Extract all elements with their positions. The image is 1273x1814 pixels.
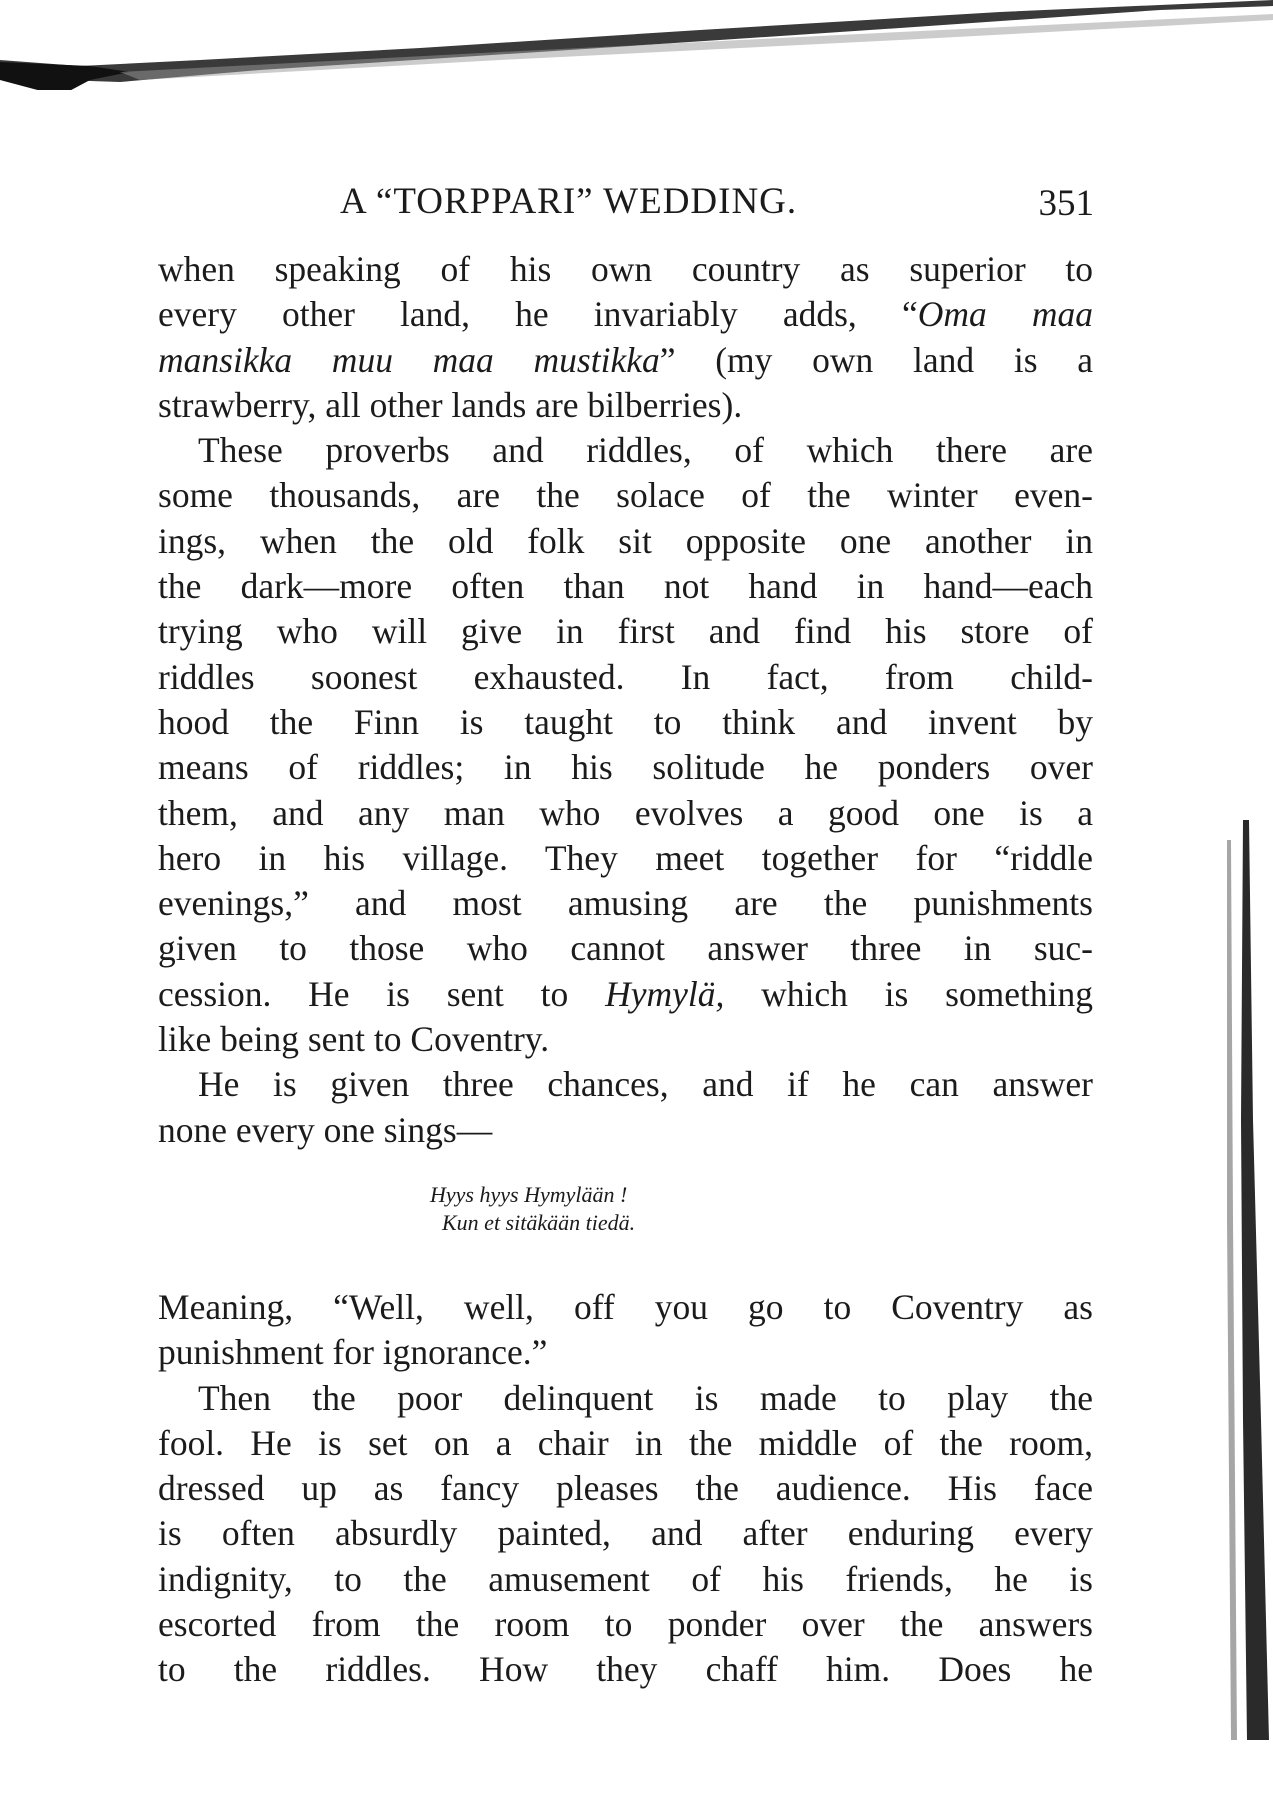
running-title: A “TORPPARI” WEDDING. bbox=[340, 181, 798, 222]
text-line: dressed up as fancy pleases the audience. His face bbox=[158, 1468, 1093, 1509]
text-line: to the riddles. How they chaff him. Does he bbox=[158, 1649, 1093, 1690]
text-line: some thousands, are the solace of the winter even- bbox=[158, 475, 1093, 516]
text-line: riddles soonest exhausted. In fact, from child- bbox=[158, 656, 1093, 697]
text-line: strawberry, all other lands are bilberries). bbox=[158, 384, 743, 425]
text-span: which is something bbox=[724, 973, 1093, 1014]
finnish-proverb-italic: Oma maa bbox=[917, 294, 1093, 335]
text-line: them, and any man who evolves a good one is a bbox=[158, 792, 1093, 833]
paragraph-start-line: These proverbs and riddles, of which there are bbox=[198, 430, 1093, 471]
text-span: every other land, he invariably adds, “ bbox=[158, 294, 918, 335]
text-span: ” (my own land is a bbox=[659, 339, 1093, 380]
text-line: the dark—more often than not hand in hand—each bbox=[158, 566, 1093, 607]
text-line: hero in his village. They meet together for “riddle bbox=[158, 837, 1093, 878]
verse-line: Kun et sitäkään tiedä. bbox=[442, 1210, 636, 1235]
text-line: trying who will give in first and find his store of bbox=[158, 611, 1093, 652]
finnish-proverb-italic: mansikka muu maa mustikka bbox=[158, 339, 660, 380]
verse-quote bbox=[430, 1181, 635, 1237]
page-number: 351 bbox=[1038, 183, 1094, 224]
text-line: fool. He is set on a chair in the middle of the room, bbox=[158, 1422, 1093, 1463]
text-line: evenings,” and most amusing are the punishments bbox=[158, 883, 1093, 924]
text-line: when speaking of his own country as superior to bbox=[158, 249, 1093, 289]
verse-line: Hyys hyys Hymylään ! bbox=[430, 1182, 628, 1207]
text-line: indignity, to the amusement of his friends, he is bbox=[158, 1558, 1093, 1599]
text-line: like being sent to Coventry. bbox=[158, 1019, 550, 1060]
text-line: escorted from the room to ponder over the answers bbox=[158, 1604, 1093, 1645]
scan-right-edge-artifact bbox=[1213, 820, 1273, 1740]
text-line: means of riddles; in his solitude he ponders over bbox=[158, 747, 1093, 788]
text-span: cession. He is sent to bbox=[158, 973, 606, 1014]
text-line bbox=[158, 972, 1093, 1017]
text-line: none every one sings— bbox=[158, 1109, 493, 1150]
page-header bbox=[160, 180, 1100, 230]
scan-top-edge-artifact bbox=[0, 0, 1273, 90]
text-line: hood the Finn is taught to think and invent by bbox=[158, 701, 1093, 742]
text-line bbox=[158, 292, 1093, 337]
body-text-top bbox=[158, 247, 1093, 1153]
place-name-italic: Hymylä, bbox=[605, 973, 725, 1014]
body-text-bottom bbox=[158, 1285, 1093, 1693]
text-line: ings, when the old folk sit opposite one another in bbox=[158, 520, 1093, 561]
text-line: Meaning, “Well, well, off you go to Coventry as bbox=[158, 1287, 1093, 1327]
paragraph-start-line: Then the poor delinquent is made to play the bbox=[198, 1377, 1093, 1418]
paragraph-start-line: He is given three chances, and if he can answer bbox=[198, 1064, 1093, 1105]
text-line bbox=[158, 338, 1093, 383]
text-line: punishment for ignorance.” bbox=[158, 1332, 548, 1373]
text-line: is often absurdly painted, and after enduring every bbox=[158, 1513, 1093, 1554]
text-line: given to those who cannot answer three in suc- bbox=[158, 928, 1093, 969]
